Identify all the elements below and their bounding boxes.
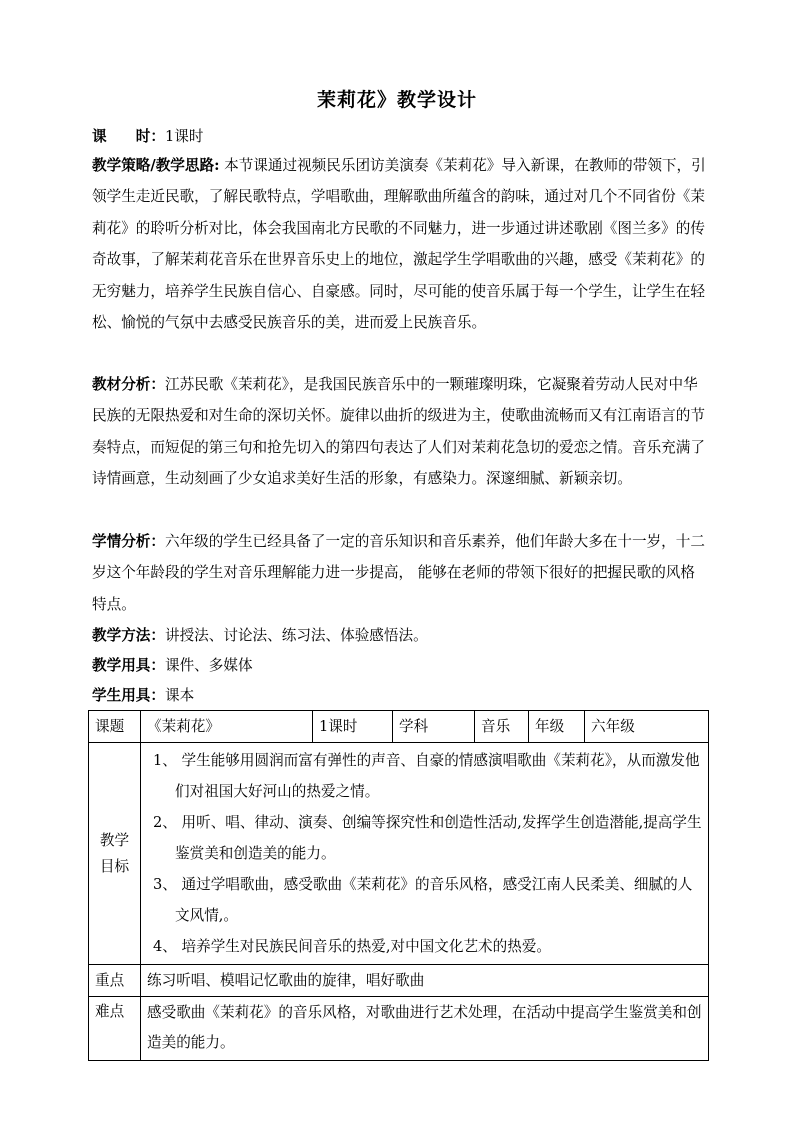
- subject-value-cell: 音乐: [475, 711, 529, 743]
- objective-item: 1、 学生能够用圆润而富有弹性的声音、自豪的情感演唱歌曲《茉莉花》，从而激发他们对祖国大好河山的热爱之情。: [153, 752, 700, 800]
- strategy-paragraph: [92, 150, 708, 338]
- lesson-time-value: 1课时: [164, 128, 204, 145]
- subject-label-cell: 学科: [393, 711, 475, 743]
- students-text: 六年级的学生已经具备了一定的音乐知识和音乐素养，他们年龄大多在十一岁，十二岁这个年龄段的学生对音乐理解能力进一步提高， 能够在老师的带领下很好的把握民歌的风格特点。: [92, 533, 705, 613]
- student-tools-text: 课本: [164, 687, 195, 704]
- methods-text: 讲授法、讨论法、练习法、体验感悟法。: [164, 627, 428, 644]
- lesson-time-line: [92, 121, 708, 152]
- key-point-row: [89, 965, 709, 997]
- difficulty-label-cell: 难点: [89, 997, 141, 1061]
- lesson-time-label: 课 时：: [92, 128, 165, 145]
- topic-label-cell: 课题: [89, 711, 141, 743]
- objective-item: 2、 用听、唱、律动、演奏、创编等探究性和创造性活动,发挥学生创造潜能,提高学生鉴赏美和创造美的能力。: [153, 814, 702, 862]
- material-paragraph: [92, 369, 708, 495]
- objectives-label-line-1: 教学: [99, 831, 130, 849]
- objectives-label-line-2: 目标: [99, 857, 130, 875]
- students-label: 学情分析：: [92, 533, 165, 550]
- difficulty-row: [89, 997, 709, 1061]
- objectives-cell: [141, 743, 709, 965]
- hours-cell: 1课时: [313, 711, 393, 743]
- objectives-label-cell: [89, 743, 141, 965]
- strategy-label: 教学策略/教学思路:: [92, 157, 220, 174]
- grade-label-cell: 年级: [529, 711, 585, 743]
- teacher-tools-label: 教学用具：: [92, 657, 165, 674]
- strategy-text: 本节课通过视频民乐团访美演奏《茉莉花》导入新课，在教师的带领下，引领学生走近民歌，了解民歌特点，学唱歌曲，理解歌曲所蕴含的韵味，通过对几个不同省份《茉莉花》的聆听分析对比，体会我国南北方民歌的不同魅力，进一步通过讲述歌剧《图兰多》的传奇故事，了解茉莉花音乐在世界音乐史上的地位，激起学生学唱歌曲的兴趣，感受《茉莉花》的无穷魅力，培养学生民族自信心、自豪感。同时，尽可能的使音乐属于每一个学生，让学生在轻松、愉悦的气氛中去感受民族音乐的美，进而爱上民族音乐。: [92, 157, 706, 332]
- material-text: 江苏民歌《茉莉花》，是我国民族音乐中的一颗璀璨明珠，它凝聚着劳动人民对中华民族的无限热爱和对生命的深切关怀。旋律以曲折的级进为主，使歌曲流畅而又有江南语言的节奏特点，而短促的第三句和抢先切入的第四句表达了人们对茉莉花急切的爱恋之情。音乐充满了诗情画意，生动刻画了少女追求美好生活的形象，有感染力。深邃细腻、新颖亲切。: [92, 376, 705, 488]
- key-point-cell: 练习听唱、模唱记忆歌曲的旋律，唱好歌曲: [141, 965, 709, 997]
- teacher-tools-line: [92, 650, 708, 681]
- teacher-tools-text: 课件、多媒体: [164, 657, 253, 674]
- grade-value-cell: 六年级: [585, 711, 709, 743]
- methods-label: 教学方法：: [92, 627, 165, 644]
- table-header-row: [89, 711, 709, 743]
- key-point-label-cell: 重点: [89, 965, 141, 997]
- difficulty-cell: 感受歌曲《茉莉花》的音乐风格，对歌曲进行艺术处理，在活动中提高学生鉴赏美和创造美的能力。: [141, 997, 709, 1061]
- material-label: 教材分析：: [92, 376, 165, 393]
- students-paragraph: [92, 526, 708, 620]
- objective-item: 3、 通过学唱歌曲，感受歌曲《茉莉花》的音乐风格，感受江南人民柔美、细腻的人文风情,。: [153, 876, 693, 924]
- lesson-plan-table: [88, 710, 709, 1061]
- objectives-row: [89, 743, 709, 965]
- page-title: 茉莉花》教学设计: [316, 89, 477, 111]
- student-tools-label: 学生用具：: [92, 687, 165, 704]
- student-tools-line: [92, 680, 708, 711]
- objective-item: 4、 培养学生对民族民间音乐的热爱,对中国文化艺术的热爱。: [153, 938, 552, 955]
- methods-line: [92, 620, 708, 651]
- topic-value-cell: 《茉莉花》: [141, 711, 313, 743]
